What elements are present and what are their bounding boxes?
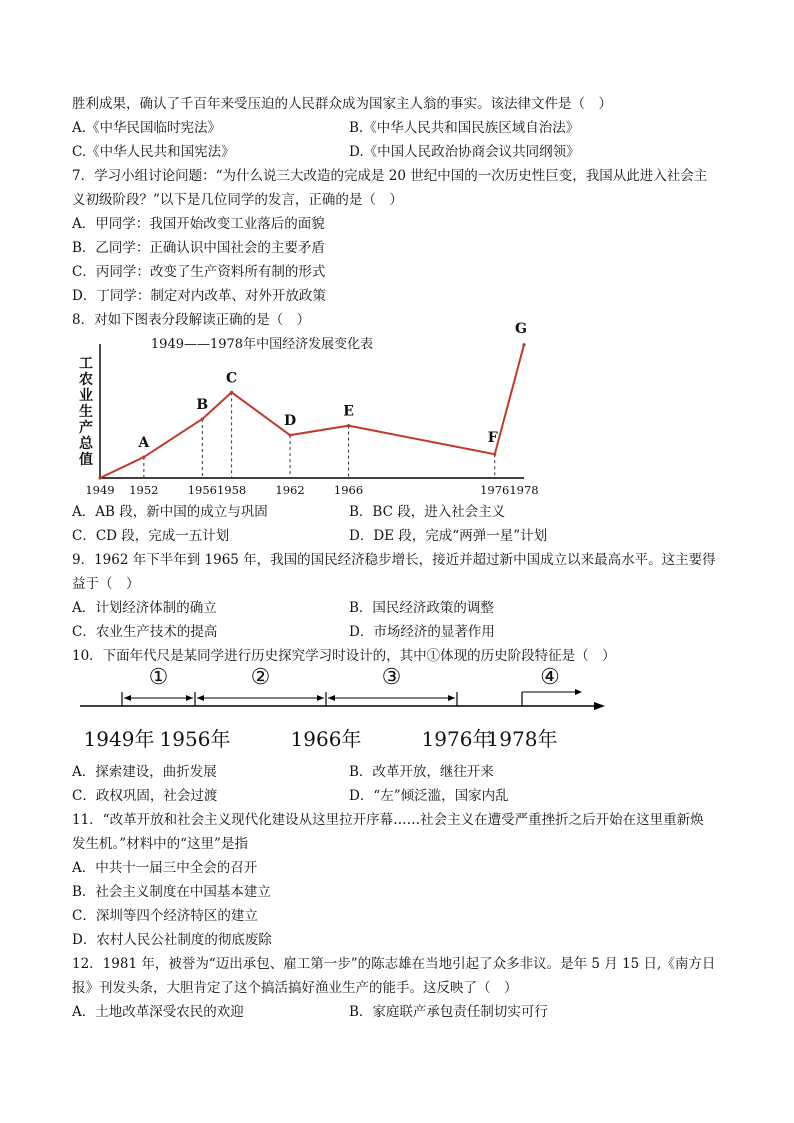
question-9-stem: 9．1962 年下半年到 1965 年，我国的国民经济稳步增长，接近并超过新中国成立以来最高水平。这主要得 — [72, 552, 716, 568]
option-b: B．社会主义制度在中国基本建立 — [72, 884, 271, 900]
option-c: C．政权巩固，社会过渡 — [72, 788, 218, 804]
segment-arrow-right — [317, 695, 324, 701]
segment-arrow-right — [186, 695, 193, 701]
timeline-arrowhead — [594, 702, 605, 710]
question-8-stem: 8．对如下图表分段解读正确的是（ ） — [72, 312, 311, 328]
data-point — [493, 453, 496, 456]
segment-arrow-left — [124, 695, 131, 701]
segment-arrow-right — [575, 689, 582, 695]
option-c: C．农业生产技术的提高 — [72, 624, 218, 640]
point-label: A — [138, 435, 150, 452]
segment-number: ① — [148, 665, 169, 690]
option-a: A．计划经济体制的确立 — [72, 600, 217, 616]
timeline-year: 1956年 — [159, 727, 231, 751]
segment-arrow-left — [197, 695, 204, 701]
timeline-year: 1949年 — [83, 727, 155, 751]
question-7-stem: 7．学习小组讨论问题：“为什么说三大改造的完成是 20 世纪中国的一次历史性巨变，我国从此进入社会主 — [72, 168, 708, 184]
x-tick-label: 1949 — [85, 483, 115, 497]
question-11-stem: 11．“改革开放和社会主义现代化建设从这里拉开序幕……社会主义在遭受严重挫折之后开始在这里重新焕 — [72, 812, 704, 828]
timeline-year: 1966年 — [290, 727, 362, 751]
option-d: D．“左”倾泛滥，国家内乱 — [349, 788, 509, 804]
option-b: B．国民经济政策的调整 — [349, 600, 494, 616]
option-b: B．BC 段，进入社会主义 — [349, 504, 506, 520]
point-label: E — [343, 403, 354, 420]
option-c: C．深圳等四个经济特区的建立 — [72, 908, 258, 924]
question-9-stem-cont: 益于（ ） — [72, 576, 140, 592]
x-tick-label: 1966 — [333, 483, 364, 497]
question-12-stem: 12．1981 年，被誉为“迈出承包、雇工第一步”的陈志雄在当地引起了众多非议。是年 5 月 15 日,《南方日 — [72, 956, 716, 972]
exam-page — [72, 92, 732, 1024]
option-c: C.《中华人民共和国宪法》 — [72, 144, 235, 160]
point-label: G — [515, 320, 527, 337]
series-line — [100, 345, 524, 478]
data-point — [201, 417, 204, 420]
timeline-svg — [72, 665, 632, 758]
option-d: D．市场经济的显著作用 — [349, 624, 495, 640]
segment-number: ③ — [381, 665, 402, 690]
point-label: C — [226, 370, 238, 387]
option-a: A．探索建设，曲折发展 — [72, 764, 217, 780]
point-label: F — [487, 430, 498, 447]
timeline-year: 1978年 — [486, 727, 558, 751]
option-b: B．家庭联产承包责任制切实可行 — [349, 1004, 548, 1020]
x-tick-label: 1952 — [129, 483, 159, 497]
data-point — [522, 343, 525, 346]
option-a: A．AB 段，新中国的成立与巩固 — [72, 504, 268, 520]
x-tick-label: 1978 — [509, 483, 539, 497]
chart-title: 1949——1978年中国经济发展变化表 — [150, 337, 374, 352]
x-tick-label: 1962 — [275, 483, 305, 497]
x-tick-label: 1976 — [480, 483, 510, 497]
data-point — [288, 434, 291, 437]
data-point — [142, 455, 145, 458]
data-point — [347, 424, 350, 427]
segment-arrow-right — [448, 695, 455, 701]
question-11-stem-cont: 发生机。”材料中的“这里”是指 — [72, 836, 248, 852]
option-a: A．土地改革深受农民的欢迎 — [72, 1004, 244, 1020]
option-d: D．农村人民公社制度的彻底废除 — [72, 932, 272, 948]
point-label: D — [283, 413, 297, 430]
y-axis-label: 工农业生产总值 — [79, 356, 93, 468]
question-12-stem-cont: 报》刊发头条，大胆肯定了这个搞活搞好渔业生产的能手。这反映了（ ） — [72, 980, 518, 996]
timeline-year: 1976年 — [421, 727, 493, 751]
timeline-ruler — [72, 665, 632, 758]
segment-arrow-left — [328, 695, 335, 701]
segment-number: ② — [250, 665, 271, 690]
x-tick-label: 1958 — [216, 483, 247, 497]
data-point — [98, 476, 101, 479]
option-d: D．丁同学：制定对内改革、对外开放政策 — [72, 288, 326, 304]
point-label: B — [196, 396, 209, 413]
data-point — [230, 391, 233, 394]
question-text: 胜利成果，确认了千百年来受压迫的人民群众成为国家主人翁的事实。该法律文件是（ ） — [72, 96, 612, 112]
option-d: D.《中国人民政治协商会议共同纲领》 — [349, 144, 580, 160]
segment-number: ④ — [540, 665, 560, 690]
option-a: A.《中华民国临时宪法》 — [72, 120, 222, 136]
option-b: B．改革开放，继往开来 — [349, 764, 494, 780]
option-a: A．中共十一届三中全会的召开 — [72, 860, 258, 876]
question-10-stem: 10．下面年代尺是某同学进行历史探究学习时设计的，其中①体现的历史阶段特征是（ ） — [72, 648, 616, 664]
option-b: B．乙同学：正确认识中国社会的主要矛盾 — [72, 240, 325, 256]
option-a: A．甲同学：我国开始改变工业落后的面貌 — [72, 216, 325, 232]
option-c: C．丙同学：改变了生产资料所有制的形式 — [72, 264, 326, 280]
x-tick-label: 1956 — [187, 483, 217, 497]
option-d: D．DE 段，完成“两弹一星”计划 — [349, 528, 548, 544]
option-c: C．CD 段，完成一五计划 — [72, 528, 230, 544]
question-7-stem-cont: 义初级阶段？”以下是几位同学的发言，正确的是（ ） — [72, 192, 403, 208]
option-b: B.《中华人民共和国民族区域自治法》 — [349, 120, 580, 136]
